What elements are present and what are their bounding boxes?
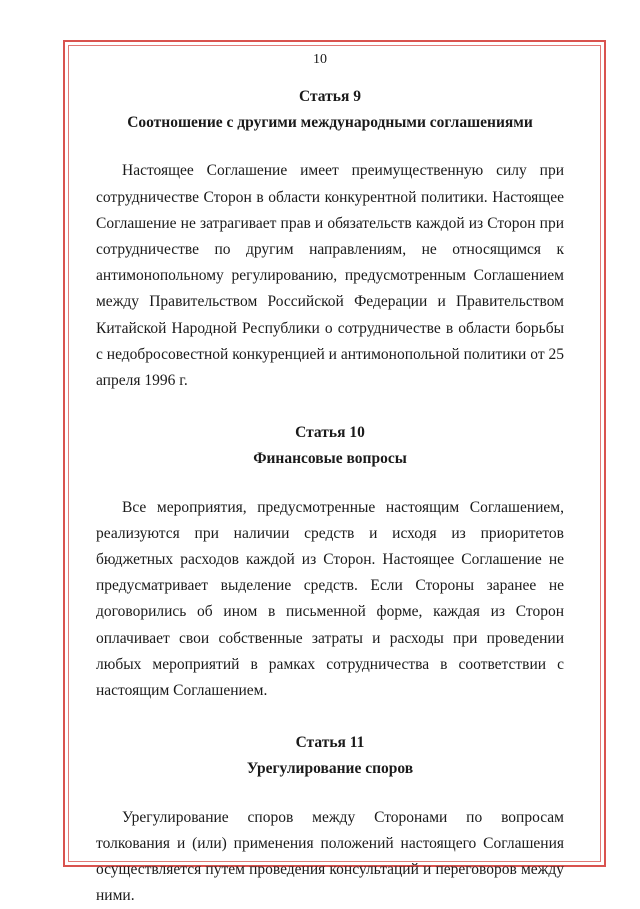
article-number: Статья 10	[295, 424, 365, 442]
article-number: Статья 9	[299, 88, 361, 105]
article-number: Статья 11	[295, 734, 365, 752]
article-11	[96, 730, 564, 909]
article-text: Все мероприятия, предусмотренные настоящим Соглашением, реализуются при наличии средств и исходя из приоритетов бюджетных расходов каждой из Сторон. Настоящее Соглашение не предусматривает выделение средств. Если Стороны заранее не договорились об ином в письменной форме, каждая из Сторон оплачивает свои собственные затраты и расходы при проведении любых мероприятий в рамках сотрудничества в соответствии с настоящим Соглашением.	[96, 498, 564, 700]
article-text: Урегулирование споров между Сторонами по вопросам толкования и (или) применения положений настоящего Соглашения осуществляется путем проведения консультаций и переговоров между ними.	[96, 808, 564, 905]
article-10	[96, 420, 564, 704]
article-title: Финансовые вопросы	[253, 450, 407, 468]
article-title: Урегулирование споров	[246, 760, 414, 778]
document-body	[96, 84, 564, 909]
article-text: Настоящее Соглашение имеет преимущественную силу при сотрудничестве Сторон в области конкурентной политики. Настоящее Соглашение не затрагивает прав и обязательств каждой из Сторон при сотрудничестве по другим направлениям, не относящимся к антимонопольному регулированию, предусмотренным Соглашением между Правительством Российской Федерации и Правительством Китайской Народной Республики о сотрудничестве в области борьбы с недобросовестной конкуренцией и антимонопольной политики от 25 апреля 1996 г.	[96, 162, 564, 390]
article-9	[96, 84, 564, 394]
article-title: Соотношение с другими международными соглашениями	[127, 114, 533, 132]
page-number: 10	[313, 52, 327, 67]
